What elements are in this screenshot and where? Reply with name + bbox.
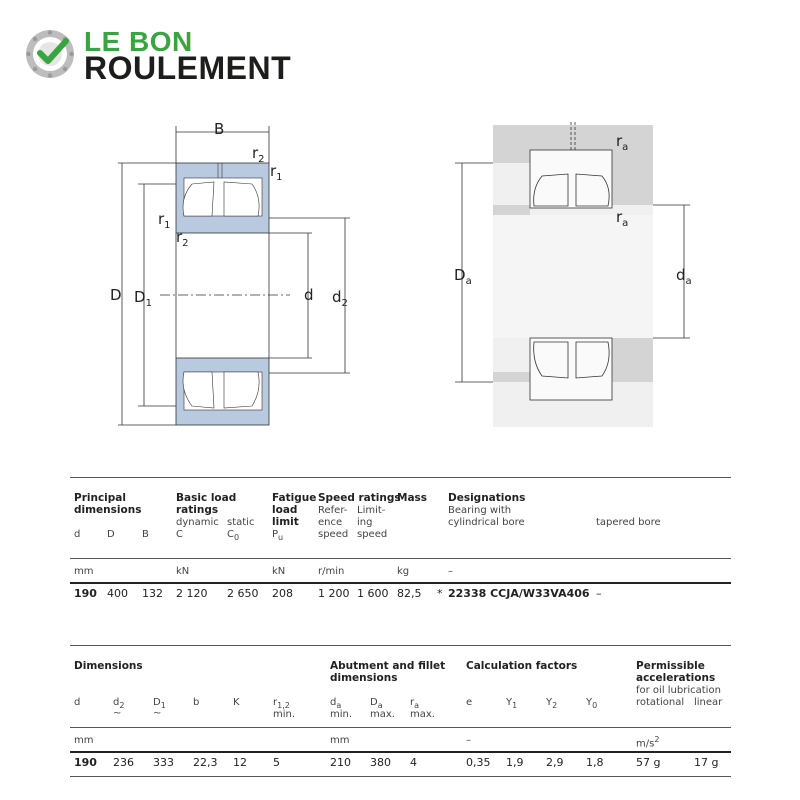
table2-top-rule	[70, 645, 731, 646]
dim-d-label: d	[304, 286, 314, 304]
table1-data-rule	[70, 582, 731, 584]
dim-ra-top-label: $r_a$	[616, 132, 629, 153]
table2-bottom-rule	[70, 776, 731, 777]
dim-d2-label: $d_2$	[332, 288, 348, 309]
dim-r2-label: $r_2$	[252, 144, 265, 165]
dim-r1-label: $r_1$	[270, 162, 283, 183]
dim-B-label: B	[214, 120, 225, 138]
dim-D-label: D	[110, 286, 122, 304]
dim-Da-label: $D_a$	[454, 266, 472, 287]
dim-r2-inner-label: $r_2$	[176, 228, 189, 249]
brand-line1: LE BON	[84, 26, 193, 57]
dim-ra-bottom-label: $r_a$	[616, 208, 629, 229]
table2-data-rule	[70, 751, 731, 753]
dim-da-label: $d_a$	[676, 266, 692, 287]
dim-r1-inner-label: $r_1$	[158, 210, 171, 231]
table1-mid-rule	[70, 558, 731, 559]
dim-D1-label: $D_1$	[134, 288, 152, 309]
table2-mid-rule	[70, 727, 731, 728]
brand-line2: ROULEMENT	[84, 50, 292, 86]
table1-top-rule	[70, 477, 731, 478]
bearing-cross-section-diagram	[100, 118, 360, 438]
abutment-diagram	[450, 120, 700, 430]
logo-bearing-check-icon	[24, 28, 76, 80]
